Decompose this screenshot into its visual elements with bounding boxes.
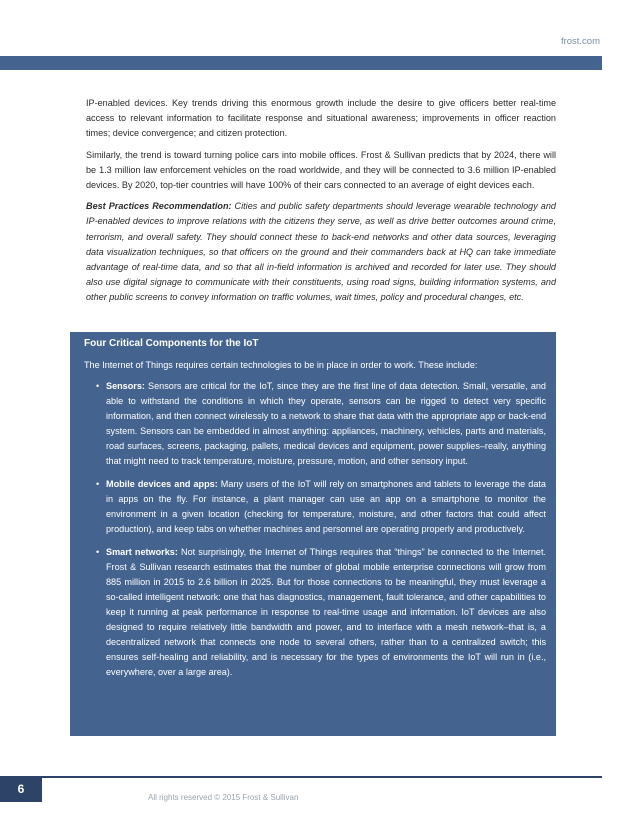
paragraph-2: Similarly, the trend is toward turning police cars into mobile offices. Frost & Sullivan predicts that by 2024, there will be 1.3 million law enforcement vehicles on the road worldwide, and they will be connected to 3.6 million IP-enabled devices. By 2020, top-tier countries will have 100% of their cars connected to an average of eight devices each. bbox=[86, 149, 556, 191]
callout-title: Four Critical Components for the IoT bbox=[84, 338, 259, 349]
callout-box bbox=[70, 332, 556, 736]
body-text bbox=[86, 96, 556, 312]
bullet-icon: • bbox=[96, 547, 100, 557]
copyright: All rights reserved © 2015 Frost & Sullivan bbox=[148, 793, 299, 802]
recommendation-label: Best Practices Recommendation: bbox=[86, 201, 232, 212]
item-text: Not surprisingly, the Internet of Things requires that “things” be connected to the Internet. Frost & Sullivan research estimates that the number of global mobile enterprise connections will grow from 885 million in 2015 to 2.6 billion in 2025. But for those connections to be meaningful, they must leverage a so-called intelligent network: one that has diagnostics, management, fault tolerance, and other capabilities to keep it running at peak performance in response to real-time usage and information. IoT devices are also designed to require relatively little bandwidth and power, and to interface with a mesh network–that is, a decentralized network that connects one node to several others, rather than to a centralized switch; this ensures self-healing and reliability, and is necessary for the types of environments the IoT will run in (i.e., everywhere, over a large area). bbox=[106, 547, 546, 677]
bullet-icon: • bbox=[96, 381, 100, 391]
item-text: Sensors are critical for the IoT, since they are the first line of data detection. Small, versatile, and able to withstand the conditions in which they operate, sensors can be rigged to detect very specific information, and then connect wirelessly to a network to share that data with the appropriate app or back-end system. Sensors can be embedded in almost anything: appliances, machinery, vehicles, parts and materials, road surfaces, screens, packaging, pallets, medical devices and equipment, power supplies–really, anything that might need to track temperature, moisture, pressure, motion, and other sensory input. bbox=[106, 381, 546, 466]
callout-intro: The Internet of Things requires certain technologies to be in place in order to work. These include: bbox=[84, 360, 478, 370]
site-url[interactable]: frost.com bbox=[560, 36, 600, 47]
list-item-mobile bbox=[96, 477, 546, 537]
recommendation-text: Cities and public safety departments should leverage wearable technology and IP-enabled devices to improve relations with the citizens they serve, as well as drive better outcomes around crime, terrorism, and overall safety. They should connect these to back-end networks and other data sources, leveraging data visualization techniques, so that officers on the ground and their commanders back at HQ can take immediate advantage of real-time data, and so that all in-field information is archived and recorded for later use. They should also use digital signage to communicate with their constituents, using road signs, building information systems, and other public screens to convey information on traffic volumes, wait times, policy and procedural changes, etc. bbox=[86, 201, 556, 303]
header-band bbox=[0, 56, 602, 70]
list-item-sensors bbox=[96, 379, 546, 469]
item-text: Many users of the IoT will rely on smartphones and tablets to leverage the data in apps on the fly. For instance, a plant manager can use an app on a smartphone to monitor the environment in a given location (checking for temperature, moisture, and other factors that could affect production), and keep tabs on whether machines and personnel are operating properly and productively. bbox=[106, 479, 546, 534]
page-number: 6 bbox=[0, 776, 42, 802]
item-label: Sensors: bbox=[106, 381, 145, 391]
paragraph-1: IP-enabled devices. Key trends driving this enormous growth include the desire to give officers better real-time access to relevant information to facilitate response and situational awareness; improvements in officer reaction times; device convergence; and citizen protection. bbox=[86, 98, 556, 139]
item-label: Mobile devices and apps: bbox=[106, 479, 218, 489]
recommendation-paragraph bbox=[86, 199, 556, 305]
footer-rule bbox=[42, 776, 602, 778]
list-item-networks bbox=[96, 545, 546, 680]
bullet-icon: • bbox=[96, 479, 100, 489]
item-label: Smart networks: bbox=[106, 547, 178, 557]
components-list bbox=[84, 379, 546, 680]
